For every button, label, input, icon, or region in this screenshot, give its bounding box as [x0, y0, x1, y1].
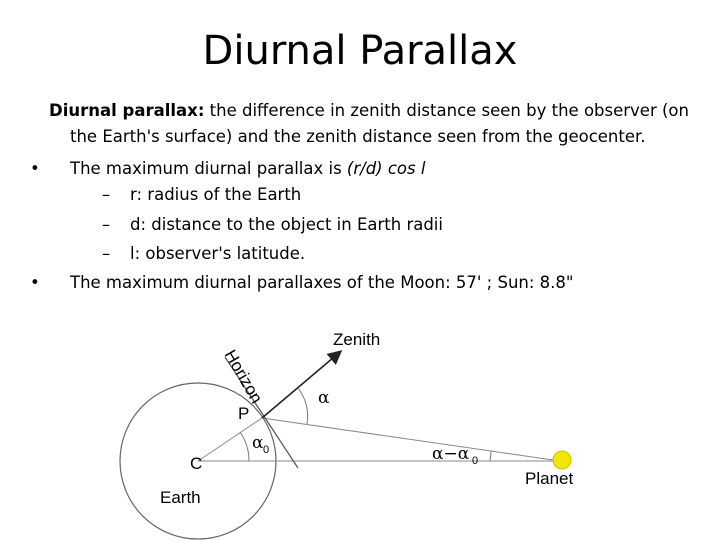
bullet-1-prefix: The maximum diurnal parallax is	[70, 159, 347, 178]
difference-arc	[490, 451, 491, 461]
geocenter-label: C	[190, 454, 203, 473]
subitem-marker: –	[102, 215, 111, 234]
alpha0-subscript: 0	[263, 444, 270, 456]
subitem-radius: r: radius of the Earth	[130, 185, 302, 204]
bullet-1-formula: (r/d) cos l	[346, 159, 426, 178]
bullet-marker: •	[30, 159, 40, 178]
bullet-2-text: The maximum diurnal parallaxes of the Moon: 57' ; Sun: 8.8"	[70, 273, 574, 292]
subitem-distance: d: distance to the object in Earth radii	[130, 215, 443, 234]
planet-dot	[553, 451, 571, 469]
zenith-label: Zenith	[333, 330, 381, 349]
alpha0-arc	[240, 432, 249, 461]
zenith-arrow	[262, 352, 340, 418]
earth-label: Earth	[160, 488, 201, 507]
observer-planet-line	[262, 418, 560, 461]
difference-subscript: 0	[472, 455, 479, 467]
difference-label: α−α	[432, 444, 470, 464]
observer-label: P	[238, 404, 250, 423]
alpha0-label: α	[252, 433, 264, 453]
slide-title: Diurnal Parallax	[202, 28, 518, 74]
subitem-marker: –	[102, 244, 111, 263]
definition-text-2: the Earth's surface) and the zenith distance seen from the geocenter.	[70, 127, 646, 146]
subitem-latitude: l: observer's latitude.	[130, 244, 306, 263]
definition-term: Diurnal parallax:	[49, 101, 205, 120]
alpha-arc	[298, 388, 308, 424]
alpha-label: α	[318, 388, 330, 408]
definition-text-1: the difference in zenith distance seen by the observer (on	[204, 101, 689, 120]
horizon-label: Horizon	[220, 346, 267, 407]
bullet-marker: •	[30, 273, 40, 292]
subitem-marker: –	[102, 185, 111, 204]
planet-label: Planet	[525, 469, 574, 488]
